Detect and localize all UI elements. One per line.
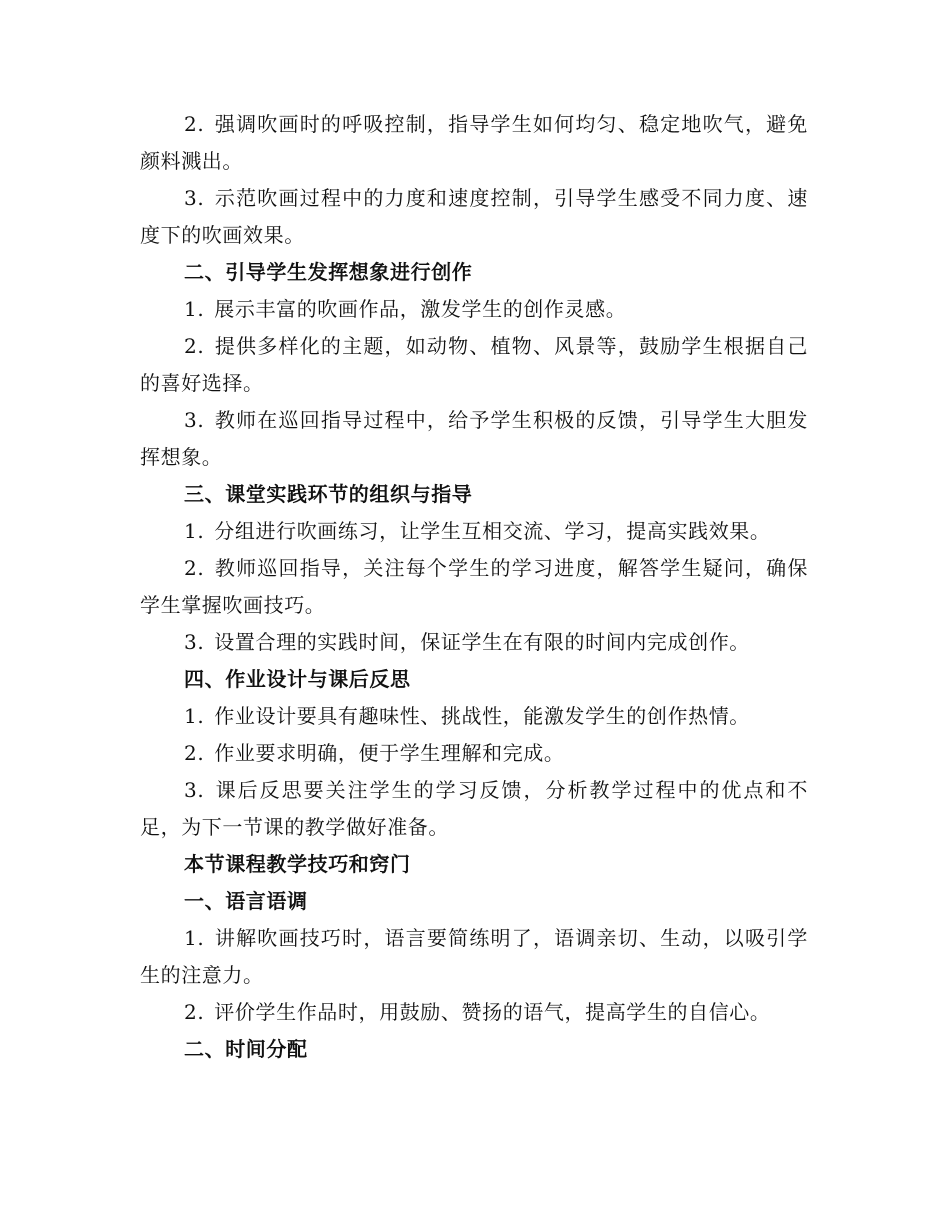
item-text: 教师在巡回指导过程中，给予学生积极的反馈，引导学生大胆发挥想象。 xyxy=(140,408,808,469)
item-text: 作业设计要具有趣味性、挑战性，能激发学生的创作热情。 xyxy=(214,704,750,728)
list-item xyxy=(140,698,808,735)
list-item xyxy=(140,180,808,254)
item-number: 2. xyxy=(184,556,205,580)
list-item xyxy=(140,624,808,661)
item-number: 3. xyxy=(184,630,205,654)
item-number: 1. xyxy=(184,704,205,728)
list-item xyxy=(140,920,808,994)
item-text: 讲解吹画技巧时，语言要简练明了，语调亲切、生动，以吸引学生的注意力。 xyxy=(140,926,808,987)
item-number: 2. xyxy=(184,112,205,136)
list-item xyxy=(140,106,808,180)
section-heading: 四、作业设计与课后反思 xyxy=(184,667,411,691)
item-text: 作业要求明确，便于学生理解和完成。 xyxy=(214,741,565,765)
list-item xyxy=(140,550,808,624)
section-heading: 三、课堂实践环节的组织与指导 xyxy=(184,482,473,506)
item-text: 示范吹画过程中的力度和速度控制，引导学生感受不同力度、速度下的吹画效果。 xyxy=(140,186,808,247)
item-text: 分组进行吹画练习，让学生互相交流、学习，提高实践效果。 xyxy=(214,519,771,543)
list-item xyxy=(140,994,808,1031)
item-text: 课后反思要关注学生的学习反馈，分析教学过程中的优点和不足，为下一节课的教学做好准备。 xyxy=(140,778,808,839)
item-number: 2. xyxy=(184,334,205,358)
item-text: 评价学生作品时，用鼓励、赞扬的语气，提高学生的自信心。 xyxy=(214,1000,771,1024)
item-number: 2. xyxy=(184,741,205,765)
item-number: 1. xyxy=(184,297,205,321)
section-heading: 二、时间分配 xyxy=(184,1037,308,1061)
list-item xyxy=(140,291,808,328)
item-text: 设置合理的实践时间，保证学生在有限的时间内完成创作。 xyxy=(214,630,750,654)
list-item xyxy=(140,328,808,402)
item-number: 1. xyxy=(184,519,205,543)
item-number: 3. xyxy=(184,408,205,432)
item-number: 1. xyxy=(184,926,205,950)
document-page xyxy=(140,106,808,1068)
item-text: 强调吹画时的呼吸控制，指导学生如何均匀、稳定地吹气，避免颜料溅出。 xyxy=(140,112,808,173)
list-item xyxy=(140,735,808,772)
item-text: 展示丰富的吹画作品，激发学生的创作灵感。 xyxy=(214,297,627,321)
item-number: 3. xyxy=(184,186,205,210)
list-item xyxy=(140,513,808,550)
item-text: 教师巡回指导，关注每个学生的学习进度，解答学生疑问，确保学生掌握吹画技巧。 xyxy=(140,556,808,617)
item-text: 提供多样化的主题，如动物、植物、风景等，鼓励学生根据自己的喜好选择。 xyxy=(140,334,808,395)
section-heading: 二、引导学生发挥想象进行创作 xyxy=(184,260,473,284)
section-heading: 一、语言语调 xyxy=(184,889,308,913)
section-heading: 本节课程教学技巧和窍门 xyxy=(184,852,411,876)
list-item xyxy=(140,772,808,846)
item-number: 3. xyxy=(184,778,205,802)
item-number: 2. xyxy=(184,1000,205,1024)
list-item xyxy=(140,402,808,476)
